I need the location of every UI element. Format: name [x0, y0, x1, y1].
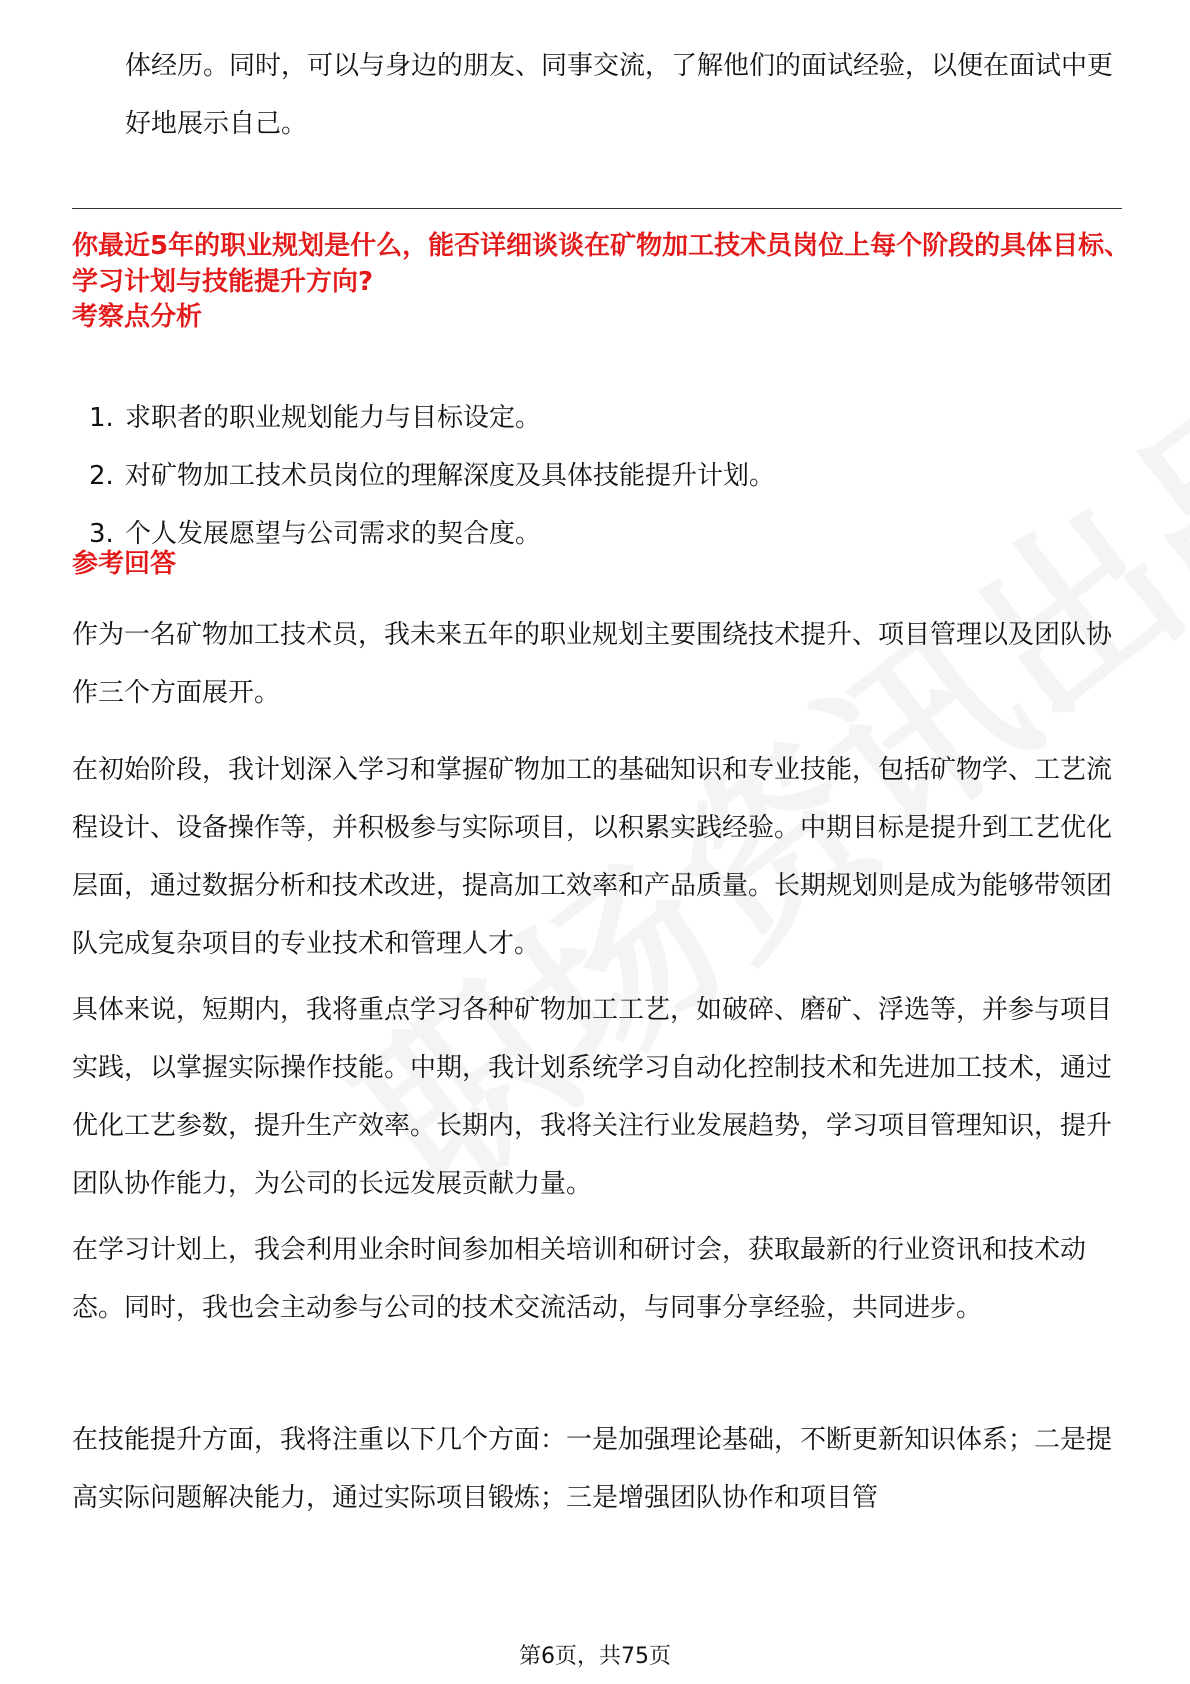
list-item-number: 3. [89, 519, 114, 549]
list-item-text: 个人发展愿望与公司需求的契合度。 [125, 519, 542, 549]
list-item-text: 求职者的职业规划能力与目标设定。 [125, 403, 542, 433]
answer-paragraph: 在技能提升方面，我将注重以下几个方面：一是加强理论基础，不断更新知识体系；二是提高实际问题解决能力，通过实际项目锻炼；三是增强团队协作和项目管 [72, 1425, 1113, 1513]
section-divider [72, 208, 1122, 209]
question-heading: 你最近5年的职业规划是什么，能否详细谈谈在矿物加工技术员岗位上每个阶段的具体目标、学习计划与技能提升方向? [72, 231, 1131, 297]
list-item-number: 2. [89, 461, 114, 491]
page-number: 第6页，共75页 [519, 1644, 671, 1669]
answer-paragraph: 在初始阶段，我计划深入学习和掌握矿物加工的基础知识和专业技能，包括矿物学、工艺流程设计、设备操作等，并积极参与实际项目，以积累实践经验。中期目标是提升到工艺优化层面，通过数据分析和技术改进，提高加工效率和产品质量。长期规划则是成为能够带领团队完成复杂项目的专业技术和管理人才。 [72, 755, 1113, 959]
list-item-number: 1. [89, 403, 114, 433]
answer-paragraph: 具体来说，短期内，我将重点学习各种矿物加工工艺，如破碎、磨矿、浮选等，并参与项目实践，以掌握实际操作技能。中期，我计划系统学习自动化控制技术和先进加工技术，通过优化工艺参数，提升生产效率。长期内，我将关注行业发展趋势，学习项目管理知识，提升团队协作能力，为公司的长远发展贡献力量。 [72, 995, 1113, 1199]
list-item-text: 对矿物加工技术员岗位的理解深度及具体技能提升计划。 [125, 461, 776, 491]
list-item [72, 505, 1122, 563]
list-item [72, 447, 1122, 505]
list-item [72, 389, 1122, 447]
answer-heading: 参考回答 [72, 549, 177, 579]
answer-paragraph: 作为一名矿物加工技术员，我未来五年的职业规划主要围绕技术提升、项目管理以及团队协作三个方面展开。 [72, 620, 1113, 708]
analysis-heading: 考察点分析 [72, 302, 203, 332]
analysis-list [72, 389, 1122, 563]
intro-paragraph: 体经历。同时，可以与身边的朋友、同事交流，了解他们的面试经验，以便在面试中更好地展示自己。 [125, 51, 1114, 139]
answer-paragraph: 在学习计划上，我会利用业余时间参加相关培训和研讨会，获取最新的行业资讯和技术动态。同时，我也会主动参与公司的技术交流活动，与同事分享经验，共同进步。 [72, 1235, 1087, 1323]
